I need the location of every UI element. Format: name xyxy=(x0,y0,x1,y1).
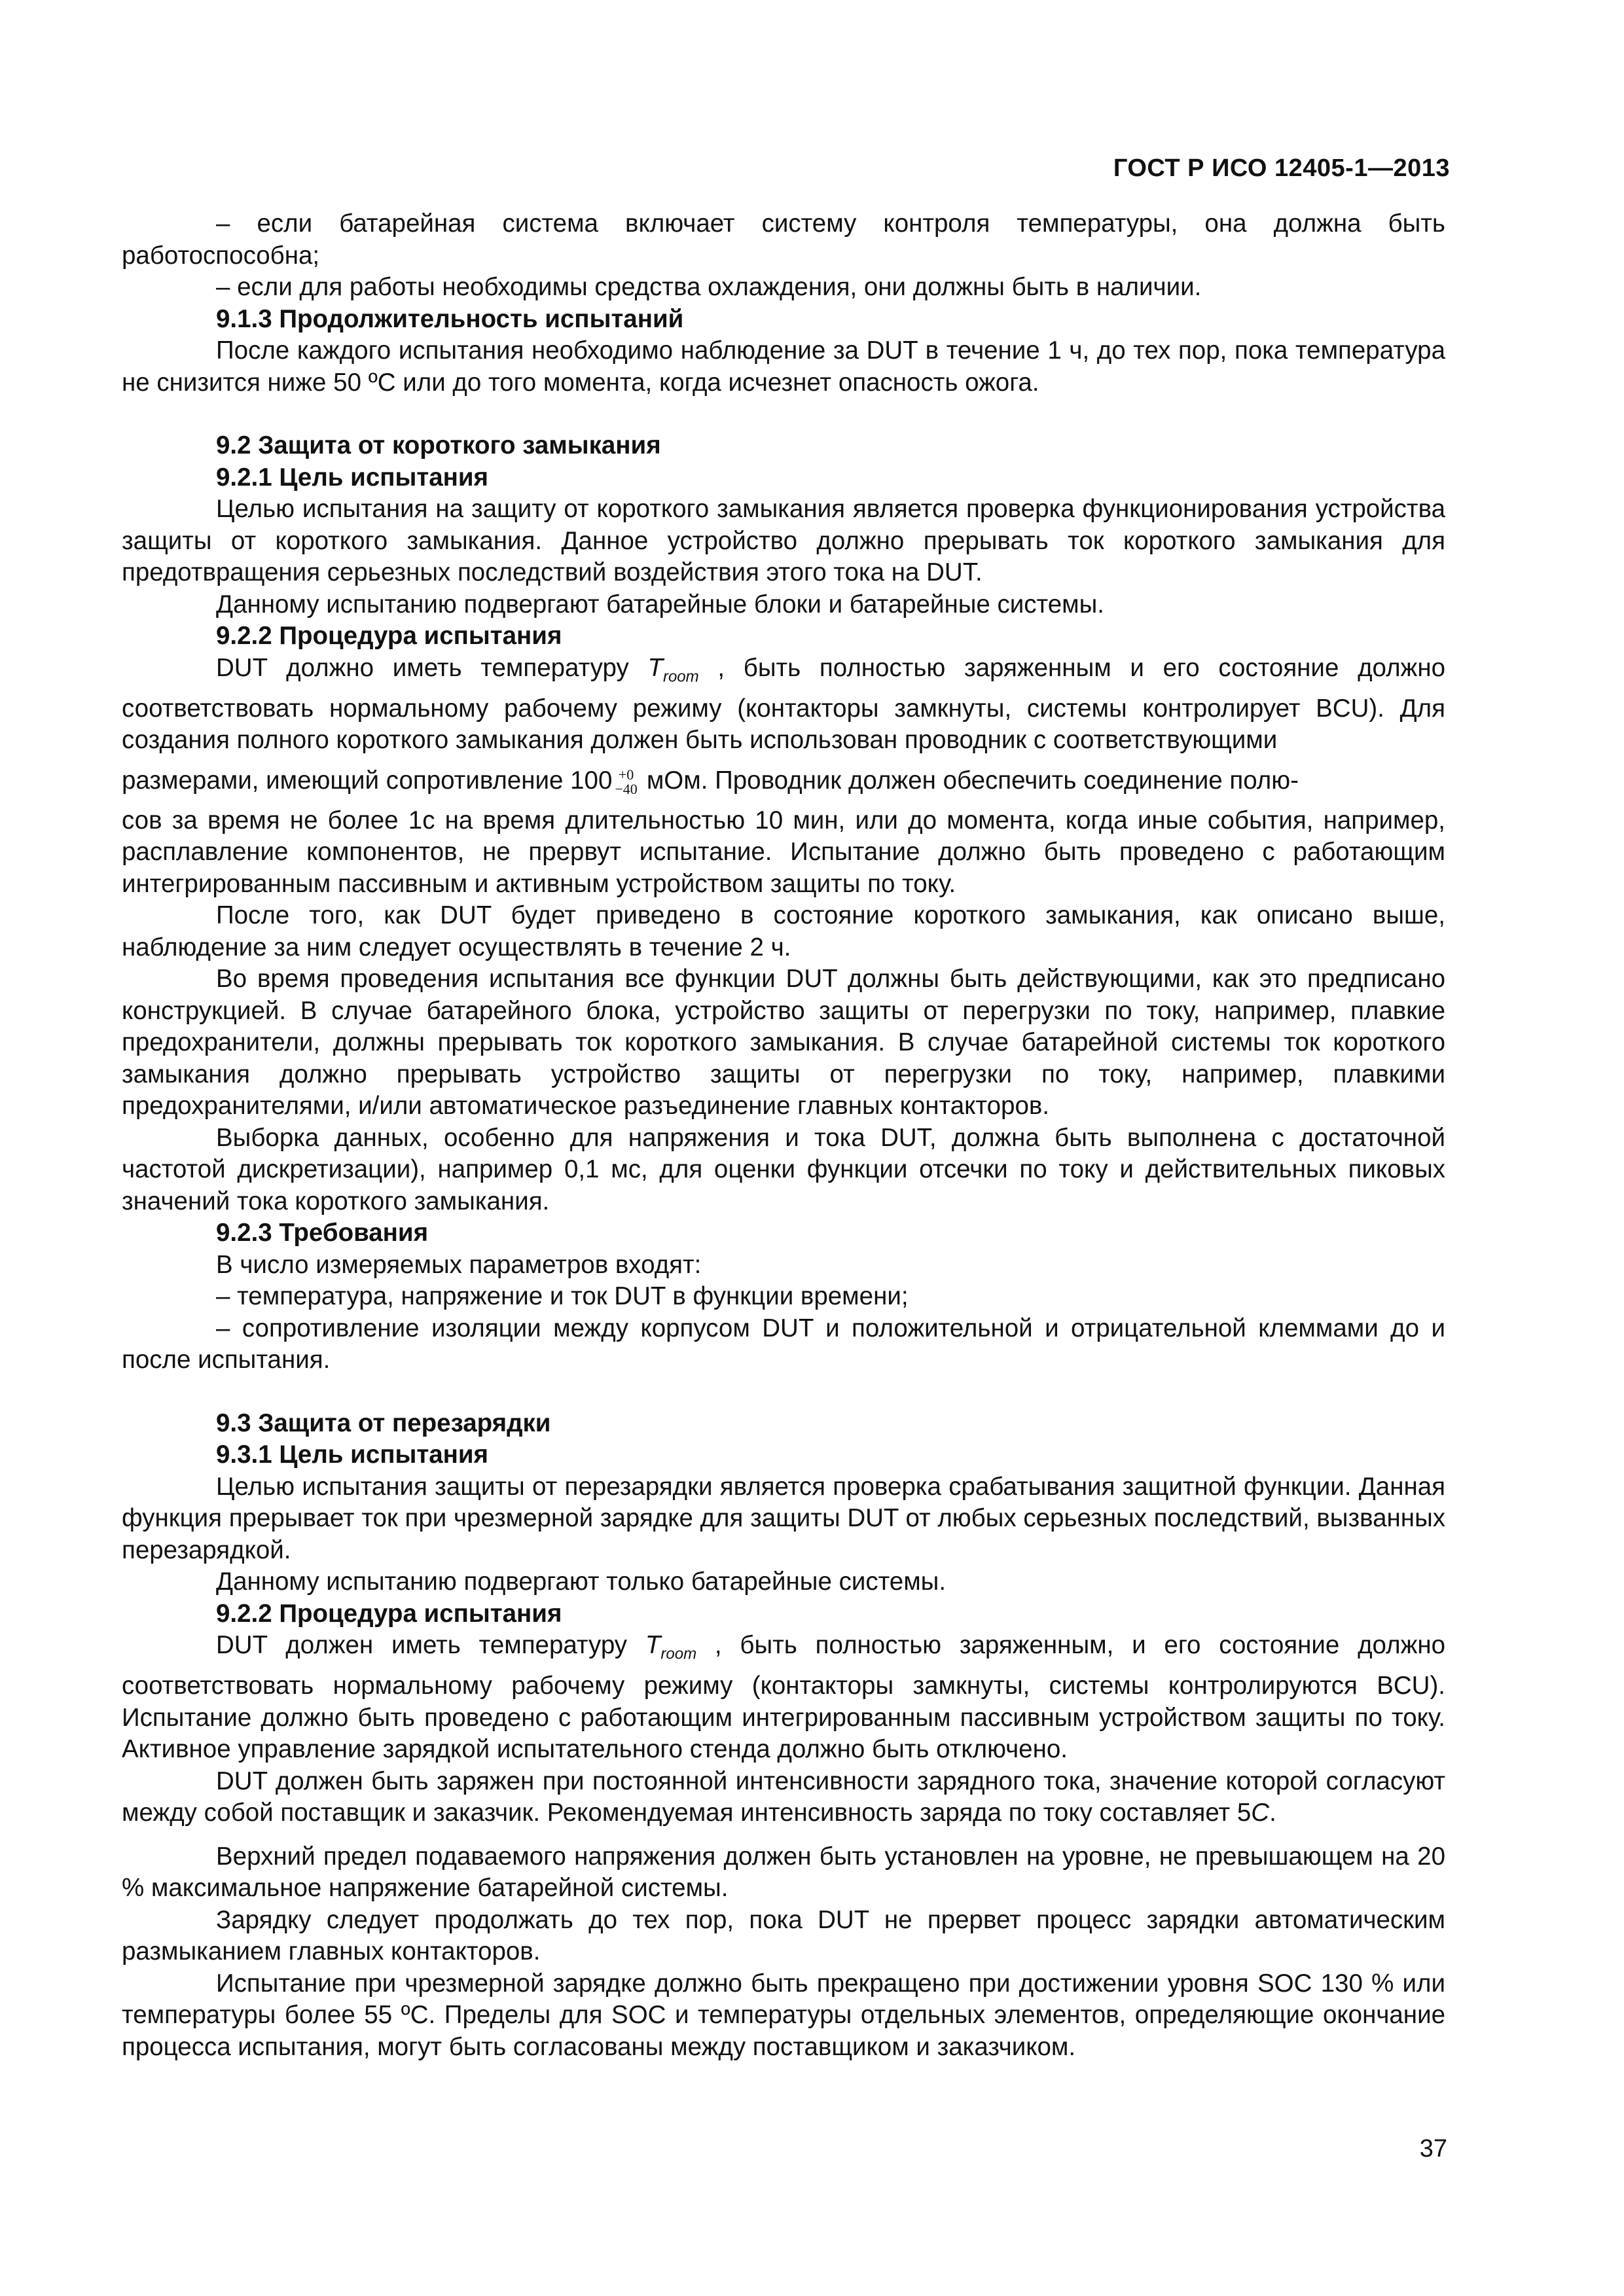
temperature-symbol xyxy=(645,1631,697,1663)
section-heading-9-2: 9.2 Защита от короткого замыкания xyxy=(216,431,661,459)
paragraph-with-tolerance xyxy=(122,757,1445,805)
section-heading-9-1-3: 9.1.3 Продолжительность испытаний xyxy=(216,304,684,333)
paragraph: Верхний предел подаваемого напряжения должен быть установлен на уровне, не превышающем на 20 % максимальное напряжение батарейной системы. xyxy=(122,1842,1445,1903)
paragraph xyxy=(122,1766,1445,1829)
paragraph: После того, как DUT будет приведено в состояние короткого замыкания, как описано выше, наблюдение за ним следует осуществлять в течение 2 ч. xyxy=(122,901,1445,961)
page-content xyxy=(122,208,1445,2063)
paragraph: Данному испытанию подвергают только батарейные системы. xyxy=(216,1568,947,1596)
paragraph: Во время проведения испытания все функции DUT должны быть действующими, как это предписано конструкцией. В случае батарейного блока, устройство защиты от перегрузки по току, например, плавкие предохранители, должны прерывать ток короткого замыкания. В случае батарейной системы ток короткого замыкания должно прерывать устройство защиты от перегрузки по току, например, плавкими предохранителями, и/или автоматическое разъединение главных контакторов. xyxy=(122,965,1445,1121)
paragraph xyxy=(122,1630,1445,1766)
symbol-letter: T xyxy=(645,1631,661,1660)
section-heading-9-2-1: 9.2.1 Цель испытания xyxy=(216,463,489,492)
symbol-letter: T xyxy=(647,653,663,682)
paragraph xyxy=(122,653,1445,757)
text-run: . xyxy=(1269,1799,1276,1827)
text-run: размерами, имеющий сопротивление 100 xyxy=(122,766,613,795)
tolerance-lower: −40 xyxy=(615,780,638,797)
symbol-subscript: room xyxy=(662,668,699,686)
paragraph: – если батарейная система включает систему контроля температуры, она должна быть работоспособна; xyxy=(122,209,1445,270)
section-heading-9-3: 9.3 Защита от перезарядки xyxy=(216,1408,551,1437)
text-run: , быть полностью заряженным, и его состояние должно соответствовать нормальному рабочему режиму (контакторы замкнуты, системы контролируются BCU). Испытание должно быть проведено с работающим интегрированным пассивным устройством защиты по току. Активное управление зарядкой испытательного стенда должно быть отключено. xyxy=(122,1631,1445,1764)
paragraph: В число измеряемых параметров входят: xyxy=(216,1250,702,1279)
list-item: – сопротивление изоляции между корпусом DUT и положительной и отрицательной клеммами до и после испытания. xyxy=(122,1314,1445,1374)
paragraph: Испытание при чрезмерной зарядке должно быть прекращено при достижении уровня SOC 130 % или температуры более 55 ºС. Пределы для SOC и температуры отдельных элементов, определяющие окончание процесса испытания, могут быть согласованы между поставщиком и заказчиком. xyxy=(122,1969,1445,2061)
tolerance-upper: +0 xyxy=(618,766,634,783)
text-run: DUT должно иметь температуру xyxy=(216,653,648,682)
list-item: – температура, напряжение и ток DUT в функции времени; xyxy=(216,1282,909,1311)
text-run: мОм. Проводник должен обеспечить соединение полю- xyxy=(646,766,1299,795)
symbol-subscript: room xyxy=(660,1645,697,1663)
section-heading-9-3-1: 9.3.1 Цель испытания xyxy=(216,1441,489,1469)
paragraph: Зарядку следует продолжать до тех пор, пока DUT не прервет процесс зарядки автоматическим размыканием главных контакторов. xyxy=(122,1905,1445,1966)
section-heading-9-3-2: 9.2.2 Процедура испытания xyxy=(216,1599,562,1628)
paragraph: После каждого испытания необходимо наблюдение за DUT в течение 1 ч, до тех пор, пока температура не снизится ниже 50 ºС или до того момента, когда исчезнет опасность ожога. xyxy=(122,336,1445,397)
section-heading-9-2-3: 9.2.3 Требования xyxy=(216,1219,429,1247)
text-run: DUT должен быть заряжен при постоянной интенсивности зарядного тока, значение которой согласуют между собой поставщик и заказчик. Рекомендуемая интенсивность заряда по току составляет 5 xyxy=(122,1767,1445,1827)
paragraph: Данному испытанию подвергают батарейные блоки и батарейные системы. xyxy=(216,590,1104,619)
paragraph: Целью испытания защиты от перезарядки является проверка срабатывания защитной функции. Данная функция прерывает ток при чрезмерной зарядке для защиты DUT от любых серьезных последствий, вызванных перезарядкой. xyxy=(122,1472,1445,1564)
section-heading-9-2-2: 9.2.2 Процедура испытания xyxy=(216,622,562,650)
resistance-tolerance xyxy=(615,768,637,797)
paragraph: Целью испытания на защиту от короткого замыкания является проверка функционирования устройства защиты от короткого замыкания. Данное устройство должно прерывать ток короткого замыкания для предотвращения серьезных последствий воздействия этого тока на DUT. xyxy=(122,495,1445,586)
text-run: DUT должен иметь температуру xyxy=(216,1631,645,1660)
paragraph: сов за время не более 1с на время длительностью 10 мин, или до момента, когда иные события, например, расплавление компонентов, не прервут испытание. Испытание должно быть проведено с работающим интегрированным пассивным и активным устройством защиты по току. xyxy=(122,806,1445,898)
paragraph: – если для работы необходимы средства охлаждения, они должны быть в наличии. xyxy=(216,273,1202,301)
charge-rate-symbol: C xyxy=(1251,1799,1270,1827)
temperature-symbol xyxy=(647,653,699,686)
document-code-header: ГОСТ Р ИСО 12405-1—2013 xyxy=(1113,154,1450,182)
text-run: , быть полностью заряженным и его состояние должно соответствовать нормальному рабочему режиму (контакторы замкнуты, системы контролирует BCU). Для создания полного короткого замыкания должен быть использован проводник с соответствующими xyxy=(122,653,1445,755)
page-number: 37 xyxy=(1419,2135,1447,2162)
paragraph: Выборка данных, особенно для напряжения и тока DUT, должна быть выполнена с достаточной частотой дискретизации), например 0,1 мс, для оценки функции отсечки по току и действительных пиковых значений тока короткого замыкания. xyxy=(122,1123,1445,1215)
